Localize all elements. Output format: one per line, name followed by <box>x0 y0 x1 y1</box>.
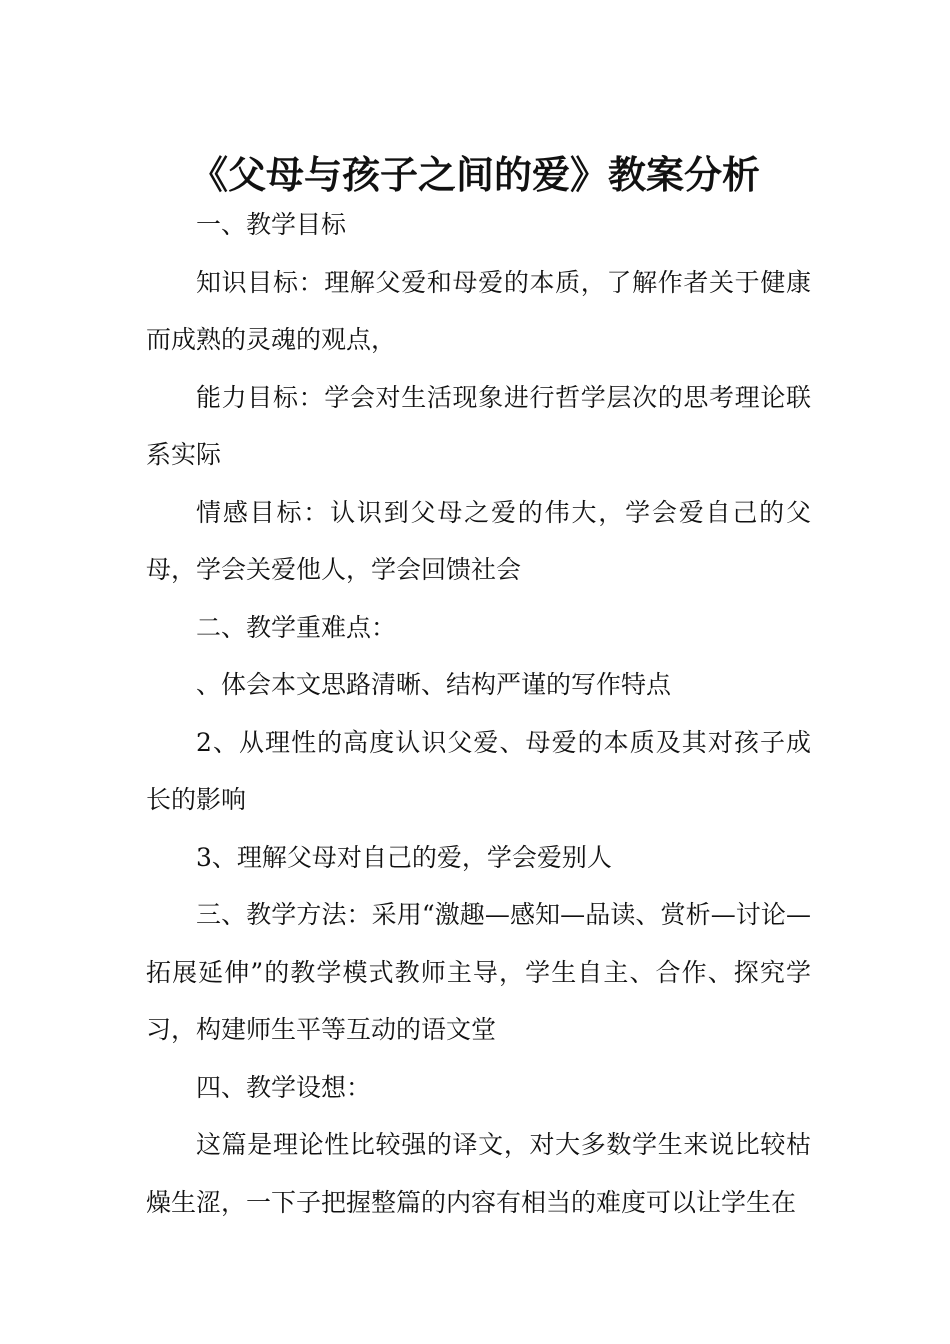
heading-key-difficulties: 二、教学重难点： <box>196 612 397 642</box>
document-title: 《父母与孩子之间的爱》教案分析 <box>189 152 760 198</box>
knowledge-objective: 知识目标：理解父爱和母爱的本质，了解作者关于健康而成熟的灵魂的观点， <box>146 267 811 354</box>
document-body <box>146 196 811 1231</box>
emotion-objective: 情感目标：认识到父母之爱的伟大，学会爱自己的父母，学会关爱他人，学会回馈社会 <box>146 497 811 584</box>
ability-objective: 能力目标：学会对生活现象进行哲学层次的思考理论联系实际 <box>146 382 811 469</box>
heading-teaching-objectives: 一、教学目标 <box>196 210 347 239</box>
heading-teaching-plan: 四、教学设想： <box>196 1072 372 1102</box>
teaching-plan-text: 这篇是理论性比较强的译文，对大多数学生来说比较枯燥生涩，一下子把握整篇的内容有相当的难度可以让学生在 <box>146 1130 811 1217</box>
difficulty-item-3: 3、理解父母对自己的爱，学会爱别人 <box>196 842 612 872</box>
difficulty-item-1: 、体会本文思路清晰、结构严谨的写作特点 <box>196 670 672 699</box>
difficulty-item-2: 2、从理性的高度认识父爱、母爱的本质及其对孩子成长的影响 <box>146 727 811 814</box>
teaching-method: 三、教学方法：采用“激趣—感知—品读、赏析—讨论—拓展延伸”的教学模式教师主导，学生自主、合作、探究学习，构建师生平等互动的语文堂 <box>146 900 811 1044</box>
